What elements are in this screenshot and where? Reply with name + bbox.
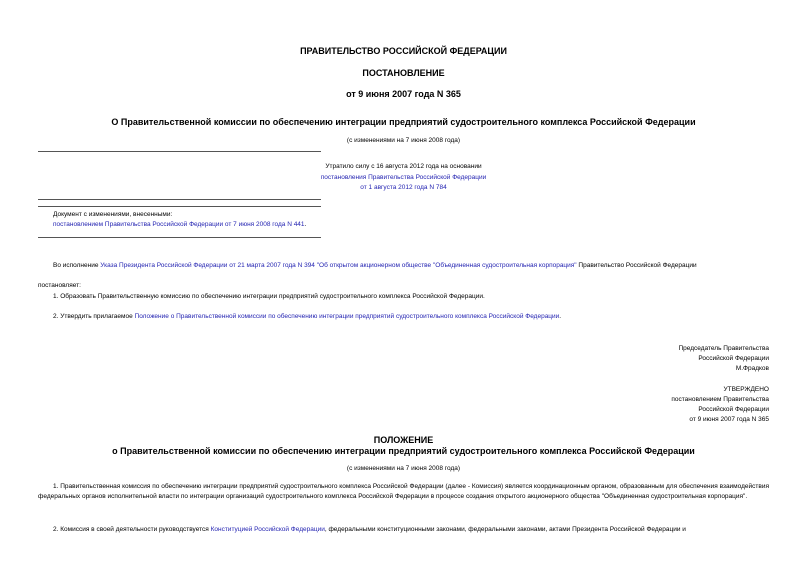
regulation-heading: ПОЛОЖЕНИЕ xyxy=(373,435,434,445)
amendment-link-tail: . xyxy=(304,221,307,228)
intro-prefix: Во исполнение xyxy=(53,262,101,269)
regulation-paragraph-2 xyxy=(53,526,769,533)
constitution-link[interactable]: Конституцией Российской Федерации xyxy=(210,526,325,533)
regulation-link[interactable]: Положение о Правительственной комиссии по обеспечению интеграции предприятий судостроительного комплекса Российской Федерации xyxy=(134,313,560,320)
item-2-prefix: 2. Утвердить прилагаемое xyxy=(53,313,135,320)
document-title: О Правительственной комиссии по обеспечению интеграции предприятий судостроительного комплекса Российской Федерации xyxy=(111,117,696,127)
signature-name: М.Фрадков xyxy=(735,365,769,372)
divider xyxy=(38,237,321,238)
lapsed-link-line2[interactable]: от 1 августа 2012 года N 784 xyxy=(360,184,447,191)
item-2-suffix: . xyxy=(559,313,562,320)
divider xyxy=(38,151,321,152)
signature-title: Председатель Правительства xyxy=(678,345,769,352)
intro-paragraph xyxy=(53,262,769,269)
regulation-changes-note: (с изменениями на 7 июня 2008 года) xyxy=(346,465,461,472)
amendment-link[interactable]: постановлением Правительства Российской Федерации от 7 июня 2008 года N 441 xyxy=(53,221,305,228)
regulation-paragraph-1: 1. Правительственная комиссия по обеспечению интеграции предприятий судостроительного комплекса Российской Федерации (далее - Комиссия) является координационным органом, образованным для обеспечения взаимодействия федеральных органов исполнительной власти по интеграции организаций судостроительного комплекса Российской Федерации в процессе создания открытого акционерного общества "Объединенная судостроительная корпорация". xyxy=(38,483,769,500)
p2-suffix: , федеральными конституционными законами, федеральными законами, актами Президента Российской Федерации и xyxy=(324,526,686,533)
divider xyxy=(38,199,321,200)
approved-line4: от 9 июня 2007 года N 365 xyxy=(689,416,769,423)
regulation-title: о Правительственной комиссии по обеспечению интеграции предприятий судостроительного комплекса Российской Федерации xyxy=(112,446,695,456)
item-2 xyxy=(53,313,561,320)
decree-link[interactable]: Указа Президента Российской Федерации от 21 марта 2007 года N 394 "Об открытом акционерном обществе "Объединенная судостроительная корпорация" xyxy=(100,262,577,269)
amendments-line xyxy=(53,221,306,228)
lapsed-link-line1[interactable]: постановления Правительства Российской Федерации xyxy=(320,174,487,181)
item-1: 1. Образовать Правительственную комиссию по обеспечению интеграции предприятий судостроительного комплекса Российской Федерации. xyxy=(53,293,485,300)
document-date-number: от 9 июня 2007 года N 365 xyxy=(346,89,461,99)
p2-prefix: 2. Комиссия в своей деятельности руководствуется xyxy=(53,526,211,533)
lapsed-note: Утратило силу с 16 августа 2012 года на основании xyxy=(325,163,482,170)
government-name: ПРАВИТЕЛЬСТВО РОССИЙСКОЙ ФЕДЕРАЦИИ xyxy=(300,46,507,56)
intro-suffix: Правительство Российской Федерации xyxy=(576,262,697,269)
document-type: ПОСТАНОВЛЕНИЕ xyxy=(362,68,445,78)
divider xyxy=(38,206,321,207)
approved-label: УТВЕРЖДЕНО xyxy=(723,386,769,393)
changes-note: (с изменениями на 7 июня 2008 года) xyxy=(346,137,461,144)
signature-country: Российской Федерации xyxy=(698,355,769,362)
amendments-label: Документ с изменениями, внесенными: xyxy=(53,211,173,218)
approved-line2: постановлением Правительства xyxy=(671,396,769,403)
approved-line3: Российской Федерации xyxy=(698,406,769,413)
decrees-word: постановляет: xyxy=(38,282,81,289)
